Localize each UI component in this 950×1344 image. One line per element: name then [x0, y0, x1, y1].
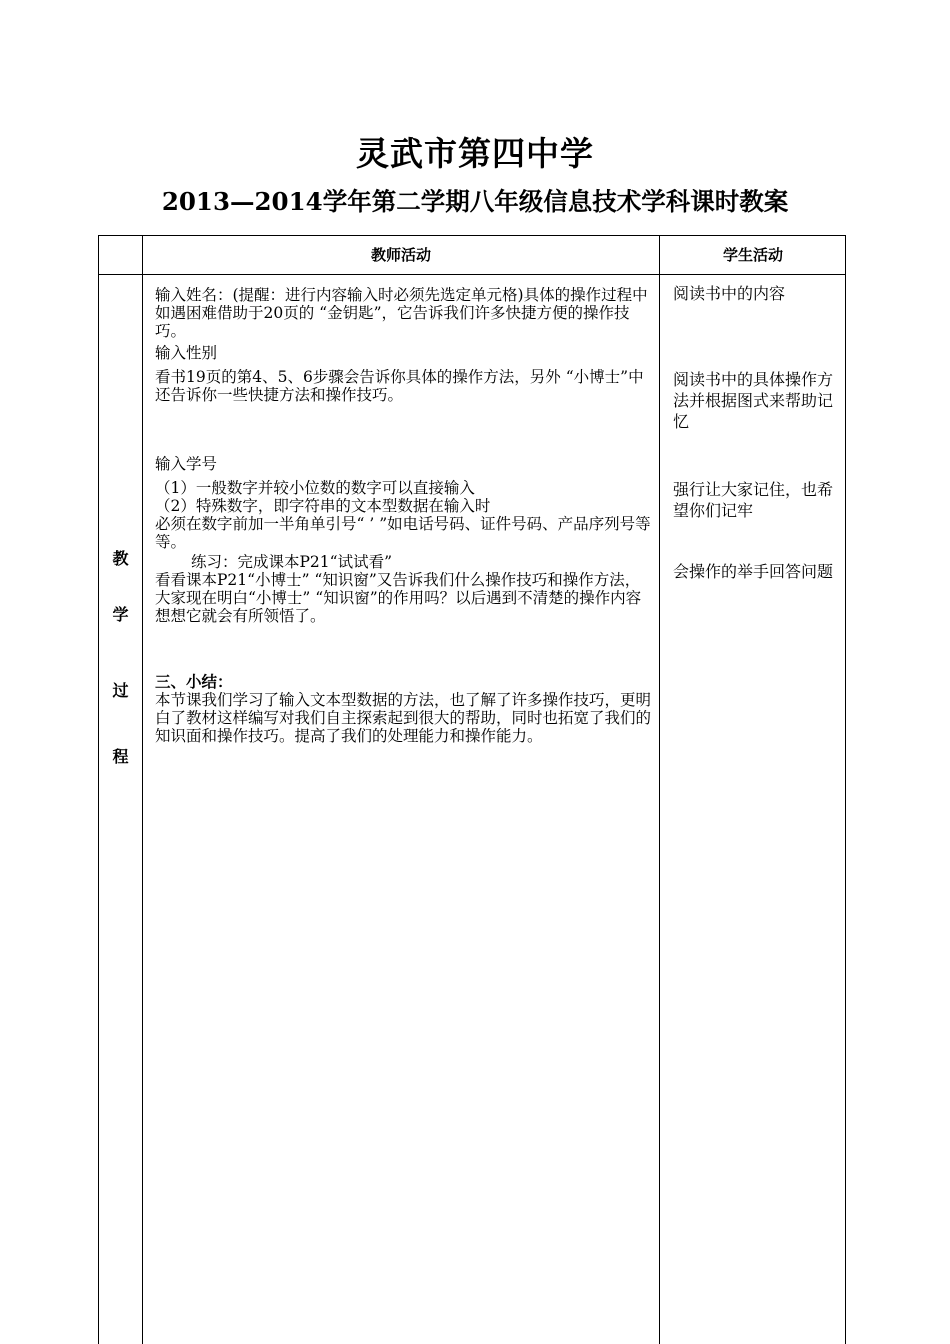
student-line-1: 阅读书中的内容	[673, 284, 786, 303]
lesson-plan-subtitle: 2013—2014学年第二学期八年级信息技术学科课时教案	[161, 187, 789, 216]
teacher-line-exercise: 练习：完成课本P21“试试看”	[191, 553, 393, 571]
teacher-line-rule2: （2）特殊数字，即字符串的文本型数据在输入时	[155, 497, 491, 515]
column-divider-2	[659, 236, 660, 1344]
teacher-line-book: 看书19页的第4、5、6步骤会告诉你具体的操作方法，另外 “小博士”中还告诉你一些快捷方法和操作技巧。	[155, 368, 644, 404]
student-line-3: 强行让大家记住，也希望你们记牢	[673, 480, 834, 520]
side-char-2: 学	[112, 605, 129, 624]
teacher-line-id: 输入学号	[155, 455, 218, 473]
lesson-table	[98, 235, 846, 1344]
teacher-line-name: 输入姓名：(提醒：进行内容输入时必须先选定单元格)具体的操作过程中如遇困难借助于20页的 “金钥匙”，它告诉我们许多快捷方便的操作技巧。	[155, 286, 648, 340]
student-activity-header: 学生活动	[722, 246, 783, 264]
side-char-1: 教	[112, 549, 129, 568]
school-title: 灵武市第四中学	[356, 134, 594, 173]
header-divider	[99, 274, 845, 275]
side-char-3: 过	[112, 681, 129, 700]
summary-text: 本节课我们学习了输入文本型数据的方法，也了解了许多操作技巧，更明白了教材这样编写对我们自主探索起到很大的帮助，同时也拓宽了我们的知识面和操作技巧。提高了我们的处理能力和操作能力。	[155, 691, 652, 745]
teacher-line-quote: 必须在数字前加一半角单引号“ ’ ”如电话号码、证件号码、产品序列号等等。	[155, 515, 651, 551]
teacher-activity-header: 教师活动	[370, 246, 431, 264]
summary-heading: 三、小结：	[155, 672, 233, 691]
teacher-line-tips: 看看课本P21“小博士” “知识窗”又告诉我们什么操作技巧和操作方法，大家现在明白“小博士” “知识窗”的作用吗？以后遇到不清楚的操作内容想想它就会有所领悟了。	[155, 571, 642, 625]
teacher-line-gender: 输入性别	[155, 344, 218, 362]
student-line-4: 会操作的举手回答问题	[673, 562, 834, 581]
student-line-2: 阅读书中的具体操作方法并根据图式来帮助记忆	[673, 370, 834, 431]
column-divider-1	[142, 236, 143, 1344]
side-char-4: 程	[112, 747, 129, 766]
teacher-line-rule1: （1）一般数字并较小位数的数字可以直接输入	[155, 479, 475, 497]
